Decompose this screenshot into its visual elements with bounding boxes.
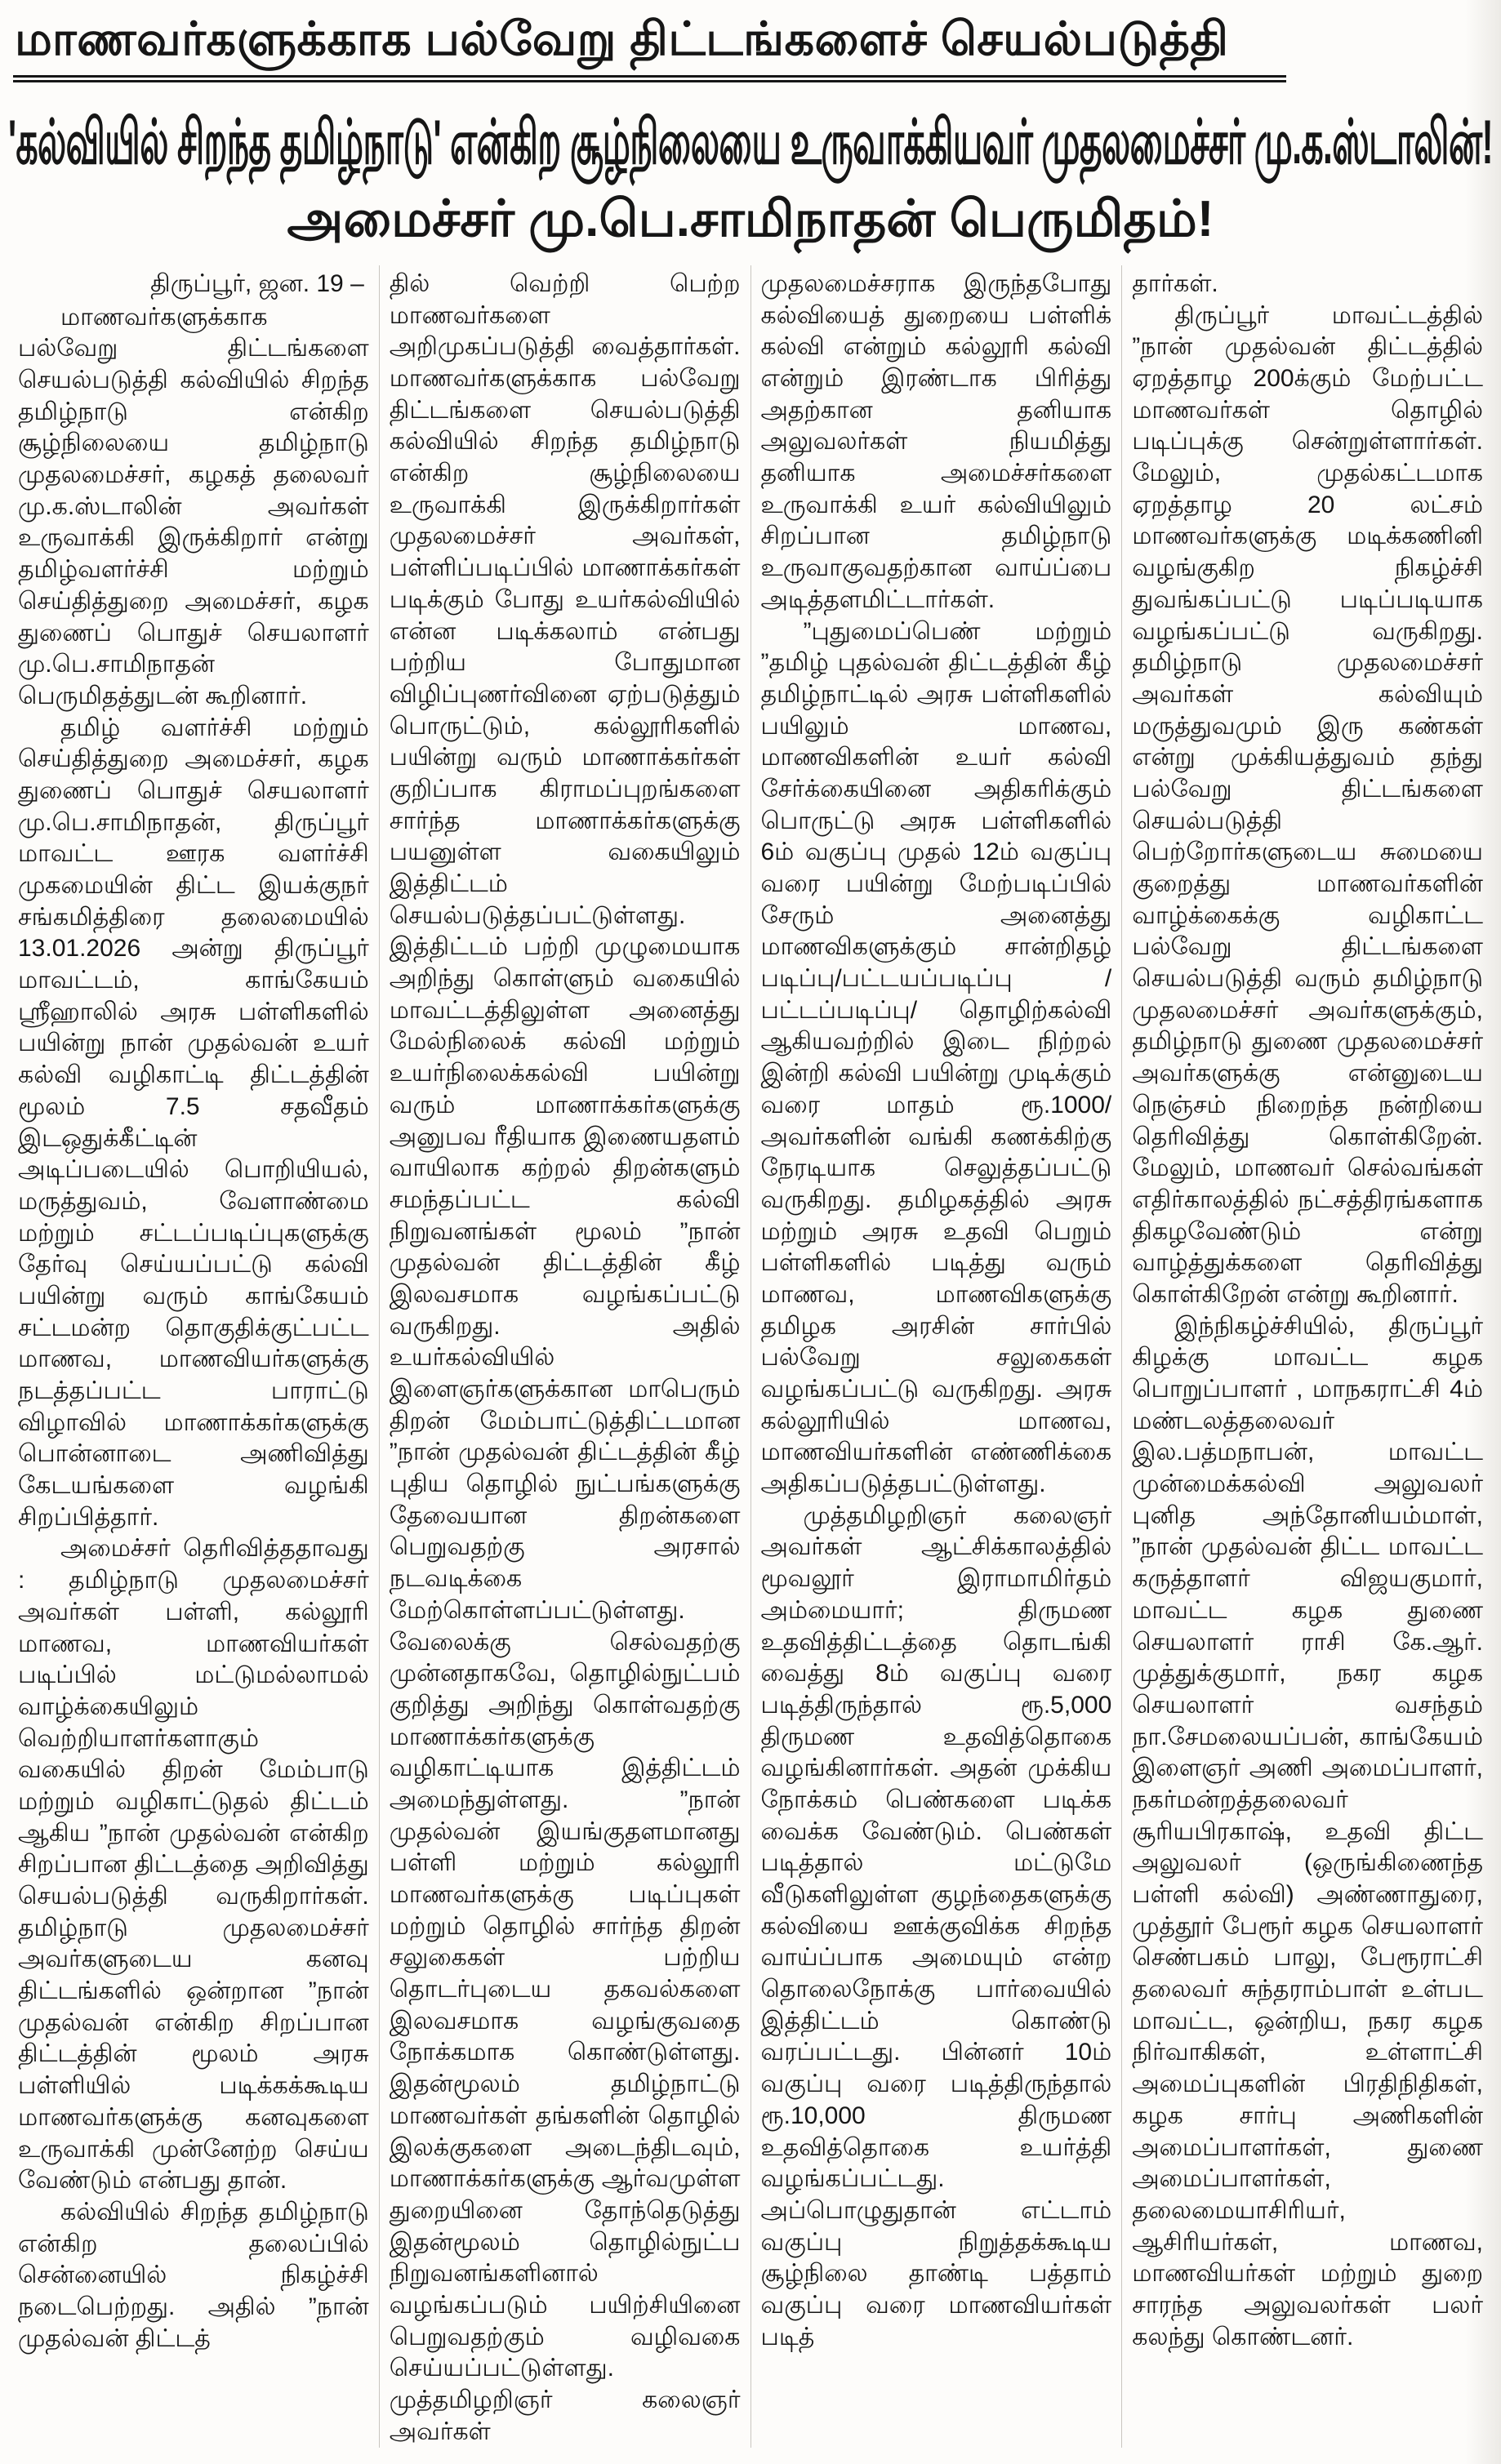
kicker-headline: மாணவர்களுக்காக பல்வேறு திட்டங்களைச் செயல்படுத்தி bbox=[13, 11, 1286, 82]
paragraph-continuation: தில் வெற்றி பெற்ற மாணவர்களை அறிமுகப்படுத்தி வைத்தார்கள். மாணவர்களுக்காக பல்வேறு திட்டங்களை செயல்படுத்தி கல்வியில் சிறந்த தமிழ்நாடு என்கிற சூழ்நிலையை உருவாக்கி இருக்கிறார்கள் முதலமைச்சர் அவர்கள், பள்ளிப்படிப்பில் மாணாக்கர்கள் படிக்கும் போது உயர்கல்வியில் என்ன படிக்கலாம் என்பது பற்றிய போதுமான விழிப்புணர்வினை ஏற்படுத்தும் பொருட்டும், கல்லூரிகளில் பயின்று வரும் மாணாக்கர்கள் குறிப்பாக கிராமப்புறங்களை சார்ந்த மாணாக்கர்களுக்கு பயனுள்ள வகையிலும் இத்திட்டம் செயல்படுத்தப்பட்டுள்ளது. இத்திட்டம் பற்றி முழுமையாக அறிந்து கொள்ளும் வகையில் மாவட்டத்திலுள்ள அனைத்து மேல்நிலைக் கல்வி மற்றும் உயர்நிலைக்கல்வி பயின்று வரும் மாணாக்கர்களுக்கு அனுபவ ரீதியாக இணையதளம் வாயிலாக கற்றல் திறன்களும் சமந்தப்பட்ட கல்வி நிறுவனங்கள் மூலம் ”நான் முதல்வன் திட்டத்தின் கீழ் இலவசமாக வழங்கப்பட்டு வருகிறது. அதில் உயர்கல்வியில் இளைஞர்களுக்கான மாபெரும் திறன் மேம்பாட்டுத்திட்டமான ”நான் முதல்வன் திட்டத்தின் கீழ் புதிய தொழில் நுட்பங்களுக்கு தேவையான திறன்களை பெறுவதற்கு அரசால் நடவடிக்கை மேற்கொள்ளப்பட்டுள்ளது. வேலைக்கு செல்வதற்கு முன்னதாகவே, தொழில்நுட்பம் குறித்து அறிந்து கொள்வதற்கு மாணாக்கர்களுக்கு வழிகாட்டியாக இத்திட்டம் அமைந்துள்ளது. ”நான் முதல்வன் இயங்குதளமானது பள்ளி மற்றும் கல்லூரி மாணவர்களுக்கு படிப்புகள் மற்றும் தொழில் சார்ந்த திறன் சலுகைகள் பற்றிய தொடர்புடைய தகவல்களை இலவசமாக வழங்குவதை நோக்கமாக கொண்டுள்ளது. இதன்மூலம் தமிழ்நாட்டு மாணவர்கள் தங்களின் தொழில் இலக்குகளை அடைந்திடவும், மாணாக்கர்களுக்கு ஆர்வமுள்ள துறையினை தோந்தெடுத்து இதன்மூலம் தொழில்நுட்ப நிறுவனங்களினால் வழங்கப்படும் பயிற்சியினை பெறுவதற்கும் வழிவகை செய்யப்பட்டுள்ளது. முத்தமிழறிஞர் கலைஞர் அவர்கள் bbox=[389, 269, 741, 2445]
paragraph-continuation: முதலமைச்சராக இருந்தபோது கல்வியைத் துறையை பள்ளிக் கல்வி என்றும் கல்லூரி கல்வி என்றும் இரண்டாக பிரித்து அதற்கான தனியாக அலுவலர்கள் நியமித்து தனியாக அமைச்சர்களை உருவாக்கி உயர் கல்வியிலும் சிறப்பான தமிழ்நாடு உருவாகுவதற்கான வாய்ப்பை அடித்தளமிட்டார்கள். bbox=[760, 269, 1112, 613]
paragraph: மாணவர்களுக்காக பல்வேறு திட்டங்களை செயல்படுத்தி கல்வியில் சிறந்த தமிழ்நாடு என்கிற சூழ்நிலையை தமிழ்நாடு முதலமைச்சர், கழகத் தலைவர் மு.க.ஸ்டாலின் அவர்கள் உருவாக்கி இருக்கிறார் என்று தமிழ்வளர்ச்சி மற்றும் செய்தித்துறை அமைச்சர், கழக துணைப் பொதுச் செயலாளர் மு.பெ.சாமிநாதன் பெருமிதத்துடன் கூறினார். bbox=[18, 303, 369, 709]
paragraph: திருப்பூர் மாவட்டத்தில் ”நான் முதல்வன் திட்டத்தில் ஏறத்தாழ 200க்கும் மேற்பட்ட மாணவர்கள் தொழில் படிப்புக்கு சென்றுள்ளார்கள். மேலும், முதல்கட்டமாக ஏறத்தாழ 20 லட்சம் மாணவர்களுக்கு மடிக்கணினி வழங்குகிற நிகழ்ச்சி துவங்கப்பட்டு படிப்படியாக வழங்கப்பட்டு வருகிறது. தமிழ்நாடு முதலமைச்சர் அவர்கள் கல்வியும் மருத்துவமும் இரு கண்கள் என்று முக்கியத்துவம் தந்து பல்வேறு திட்டங்களை செயல்படுத்தி பெற்றோர்களுடைய சுமையை குறைத்து மாணவர்களின் வாழ்க்கைக்கு வழிகாட்ட பல்வேறு திட்டங்களை செயல்படுத்தி வரும் தமிழ்நாடு முதலமைச்சர் அவர்களுக்கும், தமிழ்நாடு துணை முதலமைச்சர் அவர்களுக்கு என்னுடைய நெஞ்சம் நிறைந்த நன்றியை தெரிவித்து கொள்கிறேன். மேலும், மாணவர் செல்வங்கள் எதிர்காலத்தில் நட்சத்திரங்களாக திகழவேண்டும் என்று வாழ்த்துக்களை தெரிவித்து கொள்கிறேன் என்று கூறினார். bbox=[1132, 301, 1483, 1308]
paragraph: ”புதுமைப்பெண் மற்றும் ”தமிழ் புதல்வன் திட்டத்தின் கீழ் தமிழ்நாட்டில் அரசு பள்ளிகளில் பயிலும் மாணவ, மாணவிகளின் உயர் கல்வி சேர்க்கையினை அதிகரிக்கும் பொருட்டு அரசு பள்ளிகளில் 6ம் வகுப்பு முதல் 12ம் வகுப்பு வரை பயின்று மேற்படிப்பில் சேரும் அனைத்து மாணவிகளுக்கும் சான்றிதழ் படிப்பு/பட்டயப்படிப்பு / பட்டப்படிப்பு/ தொழிற்கல்வி ஆகியவற்றில் இடை நிற்றல் இன்றி கல்வி பயின்று முடிக்கும் வரை மாதம் ரூ.1000/ அவர்களின் வங்கி கணக்கிற்கு நேரடியாக செலுத்தப்பட்டு வருகிறது. தமிழகத்தில் அரசு மற்றும் அரசு உதவி பெறும் பள்ளிகளில் படித்து வரும் மாணவ, மாணவிகளுக்கு தமிழக அரசின் சார்பில் பல்வேறு சலுகைகள் வழங்கப்பட்டு வருகிறது. அரசு கல்லூரியில் மாணவ, மாணவியர்களின் எண்ணிக்கை அதிகப்படுத்தபட்டுள்ளது. bbox=[760, 617, 1112, 1498]
paragraph: இந்நிகழ்ச்சியில், திருப்பூர் கிழக்கு மாவட்ட கழக பொறுப்பாளர் , மாநகராட்சி 4ம் மண்டலத்தலைவர் இல.பத்மநாபன், மாவட்ட முன்மைக்கல்வி அலுவலர் புனித அந்தோனியம்மாள், ”நான் முதல்வன் திட்ட மாவட்ட கருத்தாளர் விஜயகுமார், மாவட்ட கழக துணை செயலாளர் ராசி கே.ஆர். முத்துக்குமார், நகர கழக செயலாளர் வசந்தம் நா.சேமலையப்பன், காங்கேயம் இளைஞர் அணி அமைப்பாளர், நகர்மன்றத்தலைவர் சூரியபிரகாஷ், உதவி திட்ட அலுவலர் (ஒருங்கிணைந்த பள்ளி கல்வி) அண்ணாதுரை, முத்தூர் பேரூர் கழக செயலாளர் செண்பகம் பாலு, பேரூராட்சி தலைவர் சுந்தராம்பாள் உள்பட மாவட்ட, ஒன்றிய, நகர கழக நிர்வாகிகள், உள்ளாட்சி அமைப்புகளின் பிரதிநிதிகள், கழக சார்பு அணிகளின் அமைப்பாளர்கள், துணை அமைப்பாளர்கள், தலைமையாசிரியர், ஆசிரியர்கள், மாணவ, மாணவியர்கள் மற்றும் துறை சாரந்த அலுவலர்கள் பலர் கலந்து கொண்டனர். bbox=[1132, 1312, 1483, 2351]
sub-headline: அமைச்சர் மு.பெ.சாமிநாதன் பெருமிதம்! bbox=[287, 190, 1214, 247]
article-header bbox=[8, 11, 1493, 250]
news-column-1 bbox=[8, 265, 379, 2448]
paragraph: கல்வியில் சிறந்த தமிழ்நாடு என்கிற தலைப்பில் சென்னையில் நிகழ்ச்சி நடைபெற்றது. அதில் ”நான் முதல்வன் திட்டத் bbox=[18, 2198, 369, 2352]
main-headline bbox=[8, 104, 1493, 181]
news-column-2 bbox=[379, 265, 750, 2448]
news-column-3 bbox=[750, 265, 1122, 2448]
paragraph: அமைச்சர் தெரிவித்ததாவது : தமிழ்நாடு முதலமைச்சர் அவர்கள் பள்ளி, கல்லூரி மாணவ, மாணவியர்கள் படிப்பில் மட்டுமல்லாமல் வாழ்க்கையிலும் வெற்றியாளர்களாகும் வகையில் திறன் மேம்பாடு மற்றும் வழிகாட்டுதல் திட்டம் ஆகிய ”நான் முதல்வன் என்கிற சிறப்பான திட்டத்தை அறிவித்து செயல்படுத்தி வருகிறார்கள். தமிழ்நாடு முதலமைச்சர் அவர்களுடைய கனவு திட்டங்களில் ஒன்றான ”நான் முதல்வன் என்கிற சிறப்பான திட்டத்தின் மூலம் அரசு பள்ளியில் படிக்கக்கூடிய மாணவர்களுக்கு கனவுகளை உருவாக்கி முன்னேற்ற செய்ய வேண்டும் என்பது தான். bbox=[18, 1535, 369, 2195]
paragraph: தமிழ் வளர்ச்சி மற்றும் செய்தித்துறை அமைச்சர், கழக துணைப் பொதுச் செயலாளர் மு.பெ.சாமிநாதன், திருப்பூர் மாவட்ட ஊரக வளர்ச்சி முகமையின் திட்ட இயக்குநர் சங்கமித்திரை தலைமையில் 13.01.2026 அன்று திருப்பூர் மாவட்டம், காங்கேயம் ஸ்ரீஹாலில் அரசு பள்ளிகளில் பயின்று நான் முதல்வன் உயர் கல்வி வழிகாட்டி திட்டத்தின் மூலம் 7.5 சதவீதம் இடஒதுக்கீட்டின் அடிப்படையில் பொறியியல், மருத்துவம், வேளாண்மை மற்றும் சட்டப்படிப்புகளுக்கு தேர்வு செய்யப்பட்டு கல்வி பயின்று வரும் காங்கேயம் சட்டமன்ற தொகுதிக்குட்பட்ட மாணவ, மாணவியர்களுக்கு நடத்தப்பட்ட பாராட்டு விழாவில் மாணாக்கர்களுக்கு பொன்னாடை அணிவித்து கேடயங்களை வழங்கி சிறப்பித்தார். bbox=[18, 714, 369, 1531]
dateline: திருப்பூர், ஜன. 19 – bbox=[150, 269, 364, 297]
kicker-row bbox=[8, 11, 1493, 82]
news-column-4 bbox=[1121, 265, 1493, 2448]
main-headline-text: 'கல்வியில் சிறந்த தமிழ்நாடு' என்கிற சூழ்நிலையை உருவாக்கியவர் முதலமைச்சர் மு.க.ஸ்டாலின்! bbox=[8, 107, 1494, 177]
paragraph: முத்தமிழறிஞர் கலைஞர் அவர்கள் ஆட்சிக்காலத்தில் மூவலூர் இராமாமிர்தம் அம்மையார்; திருமண உதவித்திட்டத்தை தொடங்கி வைத்து 8ம் வகுப்பு வரை படித்திருந்தால் ரூ.5,000 திருமண உதவித்தொகை வழங்கினார்கள். அதன் முக்கிய நோக்கம் பெண்களை படிக்க வைக்க வேண்டும். பெண்கள் படித்தால் மட்டுமே வீடுகளிலுள்ள குழந்தைகளுக்கு கல்வியை ஊக்குவிக்க சிறந்த வாய்ப்பாக அமையும் என்ற தொலைநோக்கு பார்வையில் இத்திட்டம் கொண்டு வரப்பட்டது. பின்னர் 10ம் வகுப்பு வரை படித்திருந்தால் ரூ.10,000 திருமண உதவித்தொகை உயர்த்தி வழங்கப்பட்டது. அப்பொழுதுதான் எட்டாம் வகுப்பு நிறுத்தக்கூடிய சூழ்நிலை தாண்டி பத்தாம் வகுப்பு வரை மாணவியர்கள் படித் bbox=[760, 1501, 1112, 2351]
article-body bbox=[8, 265, 1493, 2448]
paragraph-continuation: தார்கள். bbox=[1132, 269, 1218, 297]
